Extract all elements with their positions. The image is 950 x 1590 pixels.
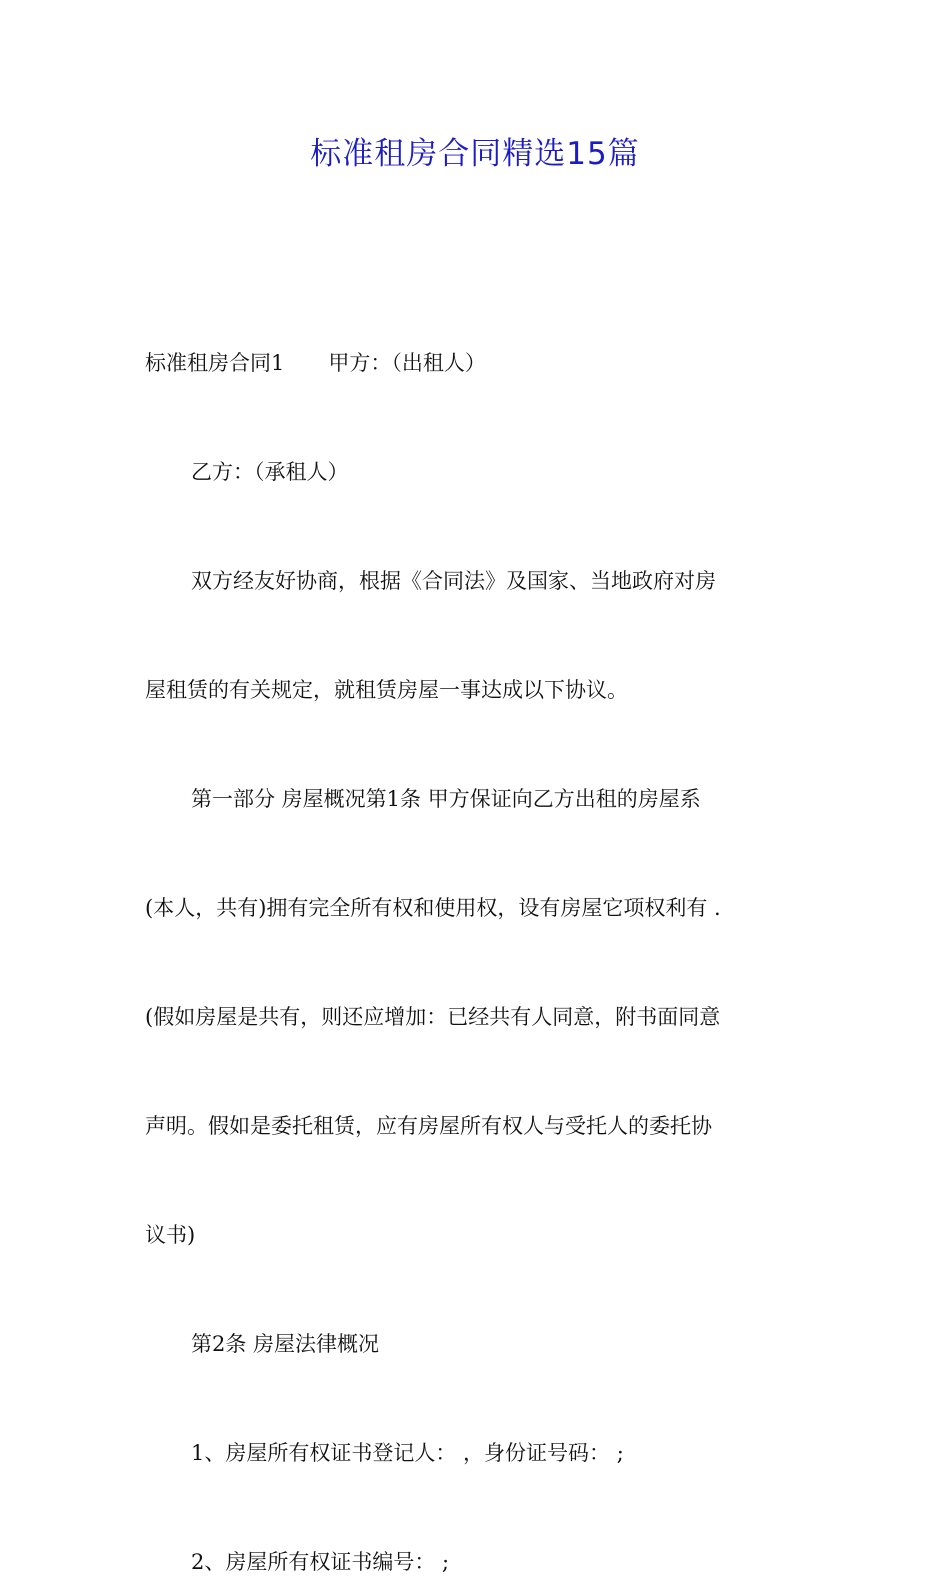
line-gap	[145, 609, 815, 664]
paragraph-1-line-2: 屋租赁的有关规定，就租赁房屋一事达成以下协议。	[145, 678, 628, 702]
party-a: 甲方：（出租人）	[328, 351, 486, 375]
article-2-item-1: 1、房屋所有权证书登记人： ，身份证号码： ;	[191, 1441, 624, 1465]
line-gap	[145, 1481, 815, 1536]
line-gap	[145, 1045, 815, 1100]
paragraph-2-line-5: 议书)	[145, 1223, 196, 1247]
paragraph-2-line-3: (假如房屋是共有，则还应增加：已经共有人同意，附书面同意	[145, 1005, 721, 1029]
line-gap	[145, 500, 815, 555]
line-gap	[145, 1154, 815, 1209]
document-body	[145, 336, 815, 1590]
article-2-heading: 第2条 房屋法律概况	[191, 1332, 380, 1356]
line-gap	[145, 936, 815, 991]
line-gap	[145, 391, 815, 446]
paragraph-2-line-2: (本人，共有)拥有完全所有权和使用权，设有房屋它项权利有 .	[145, 896, 721, 920]
article-2-item-2: 2、房屋所有权证书编号： ;	[191, 1550, 450, 1574]
contract-header-line	[145, 336, 815, 391]
paragraph-2-line-4: 声明。假如是委托租赁，应有房屋所有权人与受托人的委托协	[145, 1114, 712, 1138]
line-gap	[145, 718, 815, 773]
paragraph-1-line-1: 双方经友好协商，根据《合同法》及国家、当地政府对房	[191, 569, 716, 593]
contract-label: 标准租房合同1	[145, 351, 285, 375]
document-title: 标准租房合同精选15篇	[310, 136, 640, 172]
line-gap	[145, 1263, 815, 1318]
line-gap	[145, 827, 815, 882]
line-gap	[145, 1372, 815, 1427]
party-b: 乙方：（承租人）	[191, 460, 349, 484]
paragraph-2-line-1: 第一部分 房屋概况第1条 甲方保证向乙方出租的房屋系	[191, 787, 701, 811]
